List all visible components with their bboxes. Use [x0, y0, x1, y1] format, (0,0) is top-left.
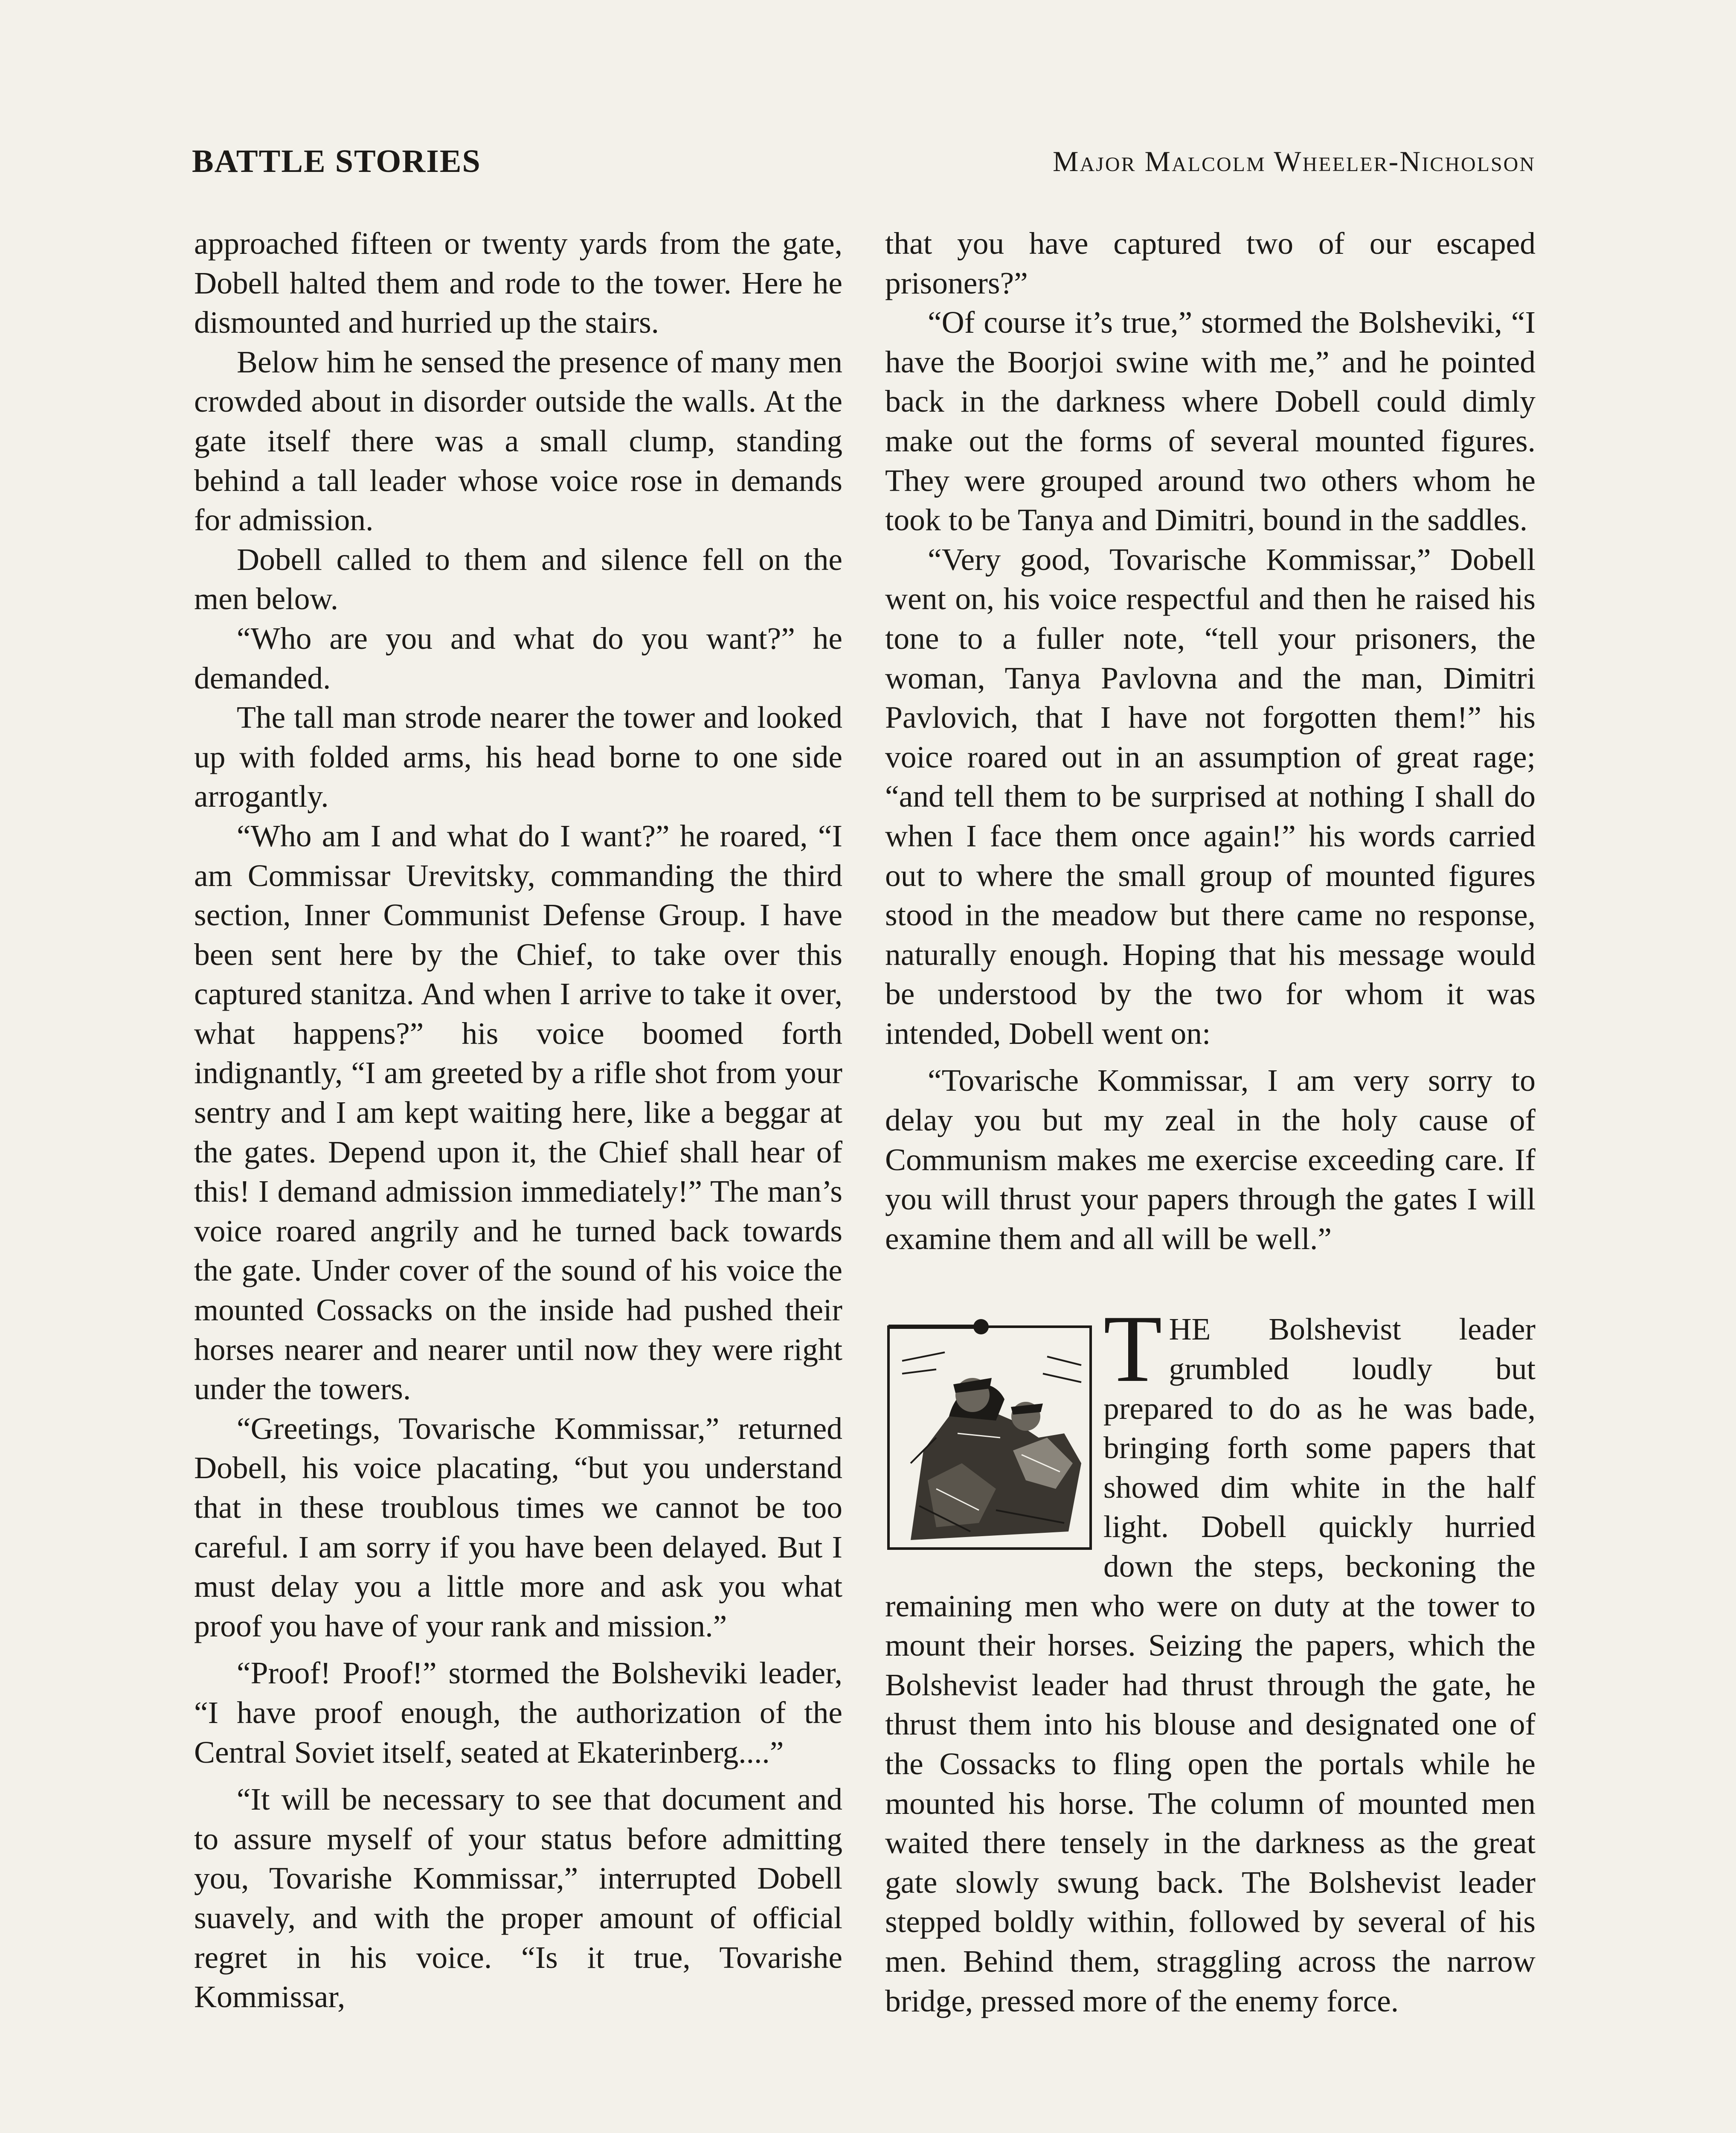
paragraph: “Tovarische Kommissar, I am very sorry to delay you but my zeal in the holy cause of Communism makes me exercise exceeding care. If you will thrust your papers through the gates I will examine them and all will be well.” [885, 1063, 1536, 1256]
paragraph: approached fifteen or twenty yards from the gate, Dobell halted them and rode to the tower. Here he dismounted and hurried up the stairs. [194, 226, 842, 340]
paragraph: Below him he sensed the presence of many men crowded about in disorder outside the walls. At the gate itself there was a small clump, standing behind a tall leader whose voice rose in demands for admission. [194, 344, 842, 538]
section-with-illustration [885, 1295, 1536, 2021]
paragraph: The tall man strode nearer the tower and looked up with folded arms, his head borne to one side arrogantly. [194, 700, 842, 814]
drop-cap-letter: T [1103, 1295, 1162, 1402]
paragraph: Dobell called to them and silence fell on the men below. [194, 542, 842, 616]
magazine-title: BATTLE STORIES [192, 143, 481, 179]
paragraph: “Who are you and what do you want?” he demanded. [194, 621, 842, 695]
paragraph: “Of course it’s true,” stormed the Bolsheviki, “I have the Boorjoi swine with me,” and he pointed back in the darkness where Dobell could dimly make out the forms of several mounted figures. They were grouped around two others whom he took to be Tanya and Dimitri, bound in the saddles. [885, 305, 1536, 538]
paragraph: that you have captured two of our escaped prisoners?” [885, 226, 1536, 300]
left-column [194, 224, 842, 2017]
paragraph: “It will be necessary to see that document and to assure myself of your status before admitting you, Tovarishe Kommissar,” interrupted Dobell suavely, and with the proper amount of official regret in his voice. “Is it true, Tovarishe Kommissar, [194, 1782, 842, 2014]
mounted-cossacks-illustration-icon [885, 1310, 1094, 1555]
paragraph: “Who am I and what do I want?” he roared, “I am Commissar Urevitsky, commanding the third section, Inner Communist Defense Group. I have been sent here by the Chief, to take over this captured stanitza. And when I arrive to take it over, what happens?” his voice boomed forth indignantly, “I am greeted by a rifle shot from your sentry and I am kept waiting here, like a beggar at the gates. Depend upon it, the Chief shall hear of this! I demand admission immediately!” The man’s voice roared angrily and he turned back towards the gate. Under cover of the sound of his voice the mounted Cossacks on the inside had pushed their horses nearer and nearer until now they were right under the towers. [194, 818, 842, 1407]
paragraph-text: HE Bolshevist leader grumbled loudly but prepared to do as he was bade, bringing forth some papers that showed dim white in the half light. Dobell quickly hurried down the steps, beckoning the remaining men who were on duty at the tower to mount their horses. Seizing the papers, which the Bolshevist leader had thrust through the gate, he thrust them into his blouse and designated one of the Cossacks to fling open the portals while he mounted his horse. The column of mounted men waited there tensely in the darkness as the great gate slowly swung back. The Bolshevist leader stepped boldly within, followed by several of his men. Behind them, straggling across the narrow bridge, pressed more of the enemy force. [885, 1312, 1536, 2018]
paragraph: “Greetings, Tovarische Kommissar,” returned Dobell, his voice placating, “but you understand that in these troublous times we cannot be too careful. I am sorry if you have been delayed. But I must delay you a little more and ask you what proof you have of your rank and mission.” [194, 1411, 842, 1643]
right-column [885, 224, 1536, 2021]
author-name: Major Malcolm Wheeler-Nicholson [1053, 145, 1536, 177]
running-header [192, 143, 1536, 194]
paragraph: “Proof! Proof!” stormed the Bolsheviki leader, “I have proof enough, the authorization of the Central Soviet itself, seated at Ekaterinberg....” [194, 1656, 842, 1770]
paragraph: “Very good, Tovarische Kommissar,” Dobell went on, his voice respectful and then he raised his tone to a fuller note, “tell your prisoners, the woman, Tanya Pavlovna and the man, Dimitri Pavlovich, that I have not forgotten them!” his voice roared out in an assumption of great rage; “and tell them to be surprised at nothing I shall do when I face them once again!” his words carried out to where the small group of mounted figures stood in the meadow but there came no response, naturally enough. Hoping that his message would be understood by the two for whom it was intended, Dobell went on: [885, 542, 1536, 1051]
